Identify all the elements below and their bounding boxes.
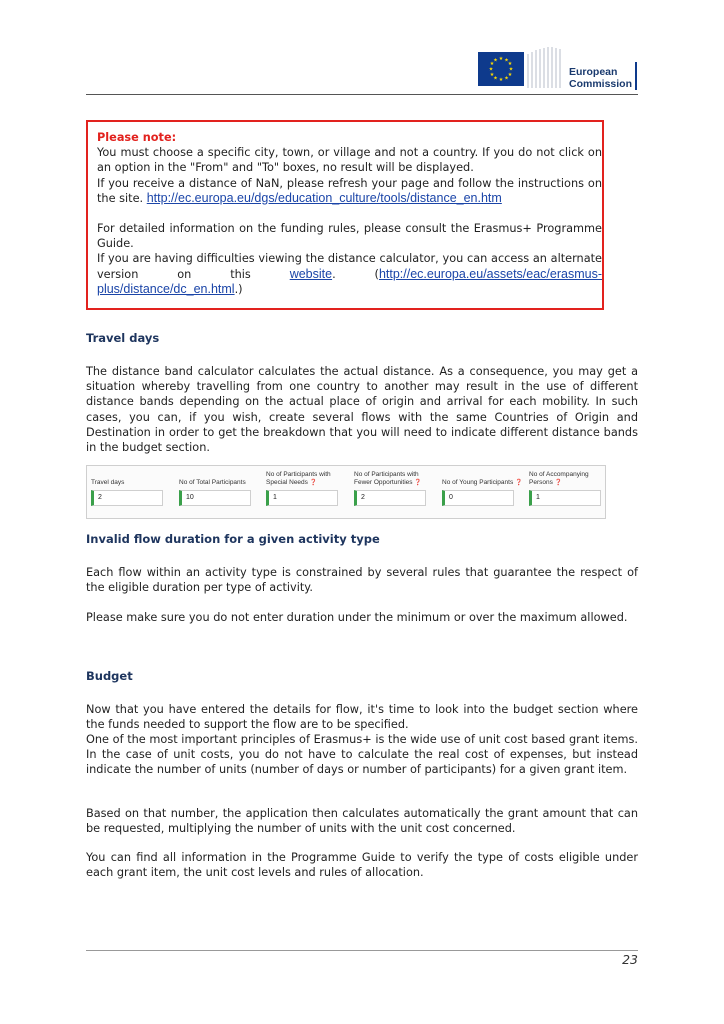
note-p3: For detailed information on the funding rules, please consult the Erasmus+ Programme Guide.: [97, 222, 602, 251]
field-label: No of Accompanying Persons ❓: [529, 471, 589, 486]
info-icon[interactable]: ❓: [309, 480, 318, 486]
field-accompanying-persons: [525, 466, 611, 518]
svg-text:★: ★: [493, 57, 498, 64]
european-commission-logo: [478, 44, 640, 94]
invalid-duration-p1: Each flow within an activity type is constrained by several rules that guarantee the respect of the eligible duration per type of activity.: [86, 566, 638, 595]
travel-days-heading: Travel days: [86, 331, 160, 345]
note-p4-text: If you are having difficulties viewing the distance calculator, you can access an alternate version on this: [97, 252, 602, 281]
logo-line1: European: [569, 66, 618, 78]
info-icon[interactable]: ❓: [515, 480, 523, 486]
svg-text:★: ★: [488, 66, 494, 73]
fewer-opportunities-input[interactable]: 2: [354, 490, 426, 506]
field-fewer-opportunities: [350, 466, 436, 518]
budget-p2: One of the most important principles of Erasmus+ is the wide use of unit cost based grant items. In the case of unit costs, you do not have to calculate the real cost of expenses, but instead indicate the number of units (number of days or number of participants) for a given grant item.: [86, 733, 638, 777]
invalid-duration-p2: Please make sure you do not enter duration under the minimum or over the maximum allowed.: [86, 611, 628, 624]
field-special-needs: [262, 466, 348, 518]
travel-days-body: The distance band calculator calculates the actual distance. As a consequence, you may get a situation whereby travelling from one country to another may result in the use of different distance bands depending on the actual place of origin and arrival for each mobility. In such cases, you can, if you wish, create several flows with the same Countries of Origin and Destination in order to get the breakdown that you will need to indicate different distance bands in the budget section.: [86, 365, 638, 455]
field-label: Travel days: [91, 479, 125, 486]
svg-text:★: ★: [507, 72, 513, 78]
budget-p4: You can find all information in the Programme Guide to verify the type of costs eligible under each grant item, the unit cost levels and rules of allocation.: [86, 851, 638, 880]
young-participants-input[interactable]: 0: [442, 490, 514, 506]
budget-heading: Budget: [86, 669, 133, 683]
svg-text:★: ★: [489, 61, 495, 67]
budget-p3: Based on that number, the application then calculates automatically the grant amount that can be requested, multiplying the number of units with the unit cost concerned.: [86, 807, 638, 836]
svg-text:★: ★: [489, 72, 495, 78]
header-rule: [86, 94, 638, 95]
page-number: 23: [622, 952, 638, 967]
building-lines-icon: [526, 44, 566, 94]
invalid-duration-heading: Invalid flow duration for a given activity type: [86, 532, 380, 546]
alternate-calculator-link[interactable]: http://ec.europa.eu/assets/eac/erasmus-plus/distance/dc_en.html: [97, 266, 602, 296]
total-participants-input[interactable]: 10: [179, 490, 251, 506]
svg-text:★: ★: [504, 57, 509, 64]
eu-flag-icon: [478, 52, 524, 86]
flow-participants-form: [86, 465, 606, 519]
logo-line2: Commission: [569, 78, 633, 90]
svg-text:★: ★: [493, 75, 498, 82]
field-young-participants: [438, 466, 524, 518]
note-p1: You must choose a specific city, town, or village and not a country. If you do not click on an option in the "From" and "To" boxes, no result will be displayed.: [97, 146, 602, 175]
logo-wordmark: [569, 66, 632, 90]
note-p4: [97, 251, 602, 297]
svg-text:★: ★: [498, 56, 504, 62]
field-total-participants: [175, 466, 261, 518]
info-icon[interactable]: ❓: [414, 480, 422, 486]
field-travel-days: [87, 466, 173, 518]
accompanying-persons-input[interactable]: 1: [529, 490, 601, 506]
website-link[interactable]: website: [289, 266, 333, 281]
info-icon[interactable]: ❓: [554, 480, 563, 486]
svg-text:★: ★: [508, 66, 514, 73]
note-label: Please note:: [97, 131, 177, 144]
please-note-box: [86, 120, 604, 310]
svg-text:★: ★: [504, 75, 509, 82]
note-p4-end: .): [234, 282, 243, 296]
svg-text:★: ★: [498, 77, 504, 83]
footer-rule: [86, 950, 638, 951]
distance-tool-link[interactable]: http://ec.europa.eu/dgs/education_culture/tools/distance_en.htm: [146, 190, 502, 205]
field-label: No of Participants with Fewer Opportunities ❓: [354, 471, 422, 486]
field-label: No of Total Participants: [179, 479, 246, 486]
field-label: No of Participants with Special Needs ❓: [266, 471, 331, 486]
special-needs-input[interactable]: 1: [266, 490, 338, 506]
travel-days-input[interactable]: 2: [91, 490, 163, 506]
note-p2: [97, 176, 602, 206]
svg-text:★: ★: [507, 61, 513, 67]
budget-p1: Now that you have entered the details for flow, it's time to look into the budget section where the funds needed to support the flow are to be specified.: [86, 703, 638, 732]
note-p4-mid: . (: [332, 267, 379, 281]
field-label: No of Young Participants ❓: [442, 479, 523, 486]
logo-bar: [635, 62, 637, 90]
note-p2-text: If you receive a distance of NaN, please refresh your page and follow the instructions on the site.: [97, 176, 602, 205]
